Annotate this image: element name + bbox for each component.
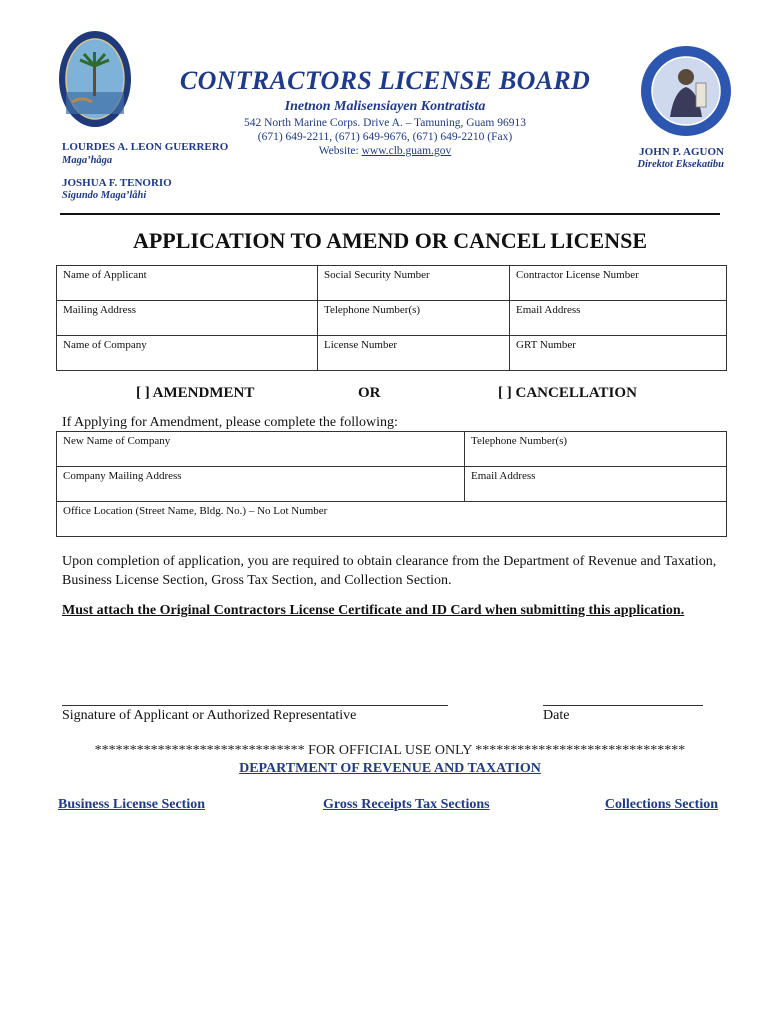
- header-divider: [60, 213, 720, 215]
- official-left-title: Maga’håga: [62, 155, 113, 166]
- date-line[interactable]: [543, 705, 703, 706]
- form-title: APPLICATION TO AMEND OR CANCEL LICENSE: [132, 228, 648, 253]
- official-left2-name: JOSHUA F. TENORIO: [62, 177, 172, 189]
- new-company-name-field[interactable]: New Name of Company: [57, 432, 465, 467]
- amendment-instruction: If Applying for Amendment, please complete the following:: [62, 415, 398, 430]
- official-right-name: JOHN P. AGUON: [639, 146, 724, 158]
- license-number-field[interactable]: License Number: [318, 336, 510, 371]
- name-of-applicant-field[interactable]: Name of Applicant: [57, 266, 318, 301]
- date-label: Date: [543, 708, 570, 723]
- telephone-number-field[interactable]: Telephone Number(s): [318, 301, 510, 336]
- clearance-paragraph: Upon completion of application, you are required to obtain clearance from the Department of Revenue and Taxation, Business License Section, Gross Tax Section, and Collection Section.: [62, 554, 717, 588]
- office-location-field[interactable]: Office Location (Street Name, Bldg. No.) – No Lot Number: [57, 502, 727, 537]
- board-subtitle: Inetnon Malisensiayen Kontratista: [284, 99, 486, 114]
- board-website: [200, 145, 570, 157]
- amendment-info-table: [56, 431, 727, 537]
- amendment-checkbox[interactable]: [ ] AMENDMENT: [136, 385, 255, 401]
- name-of-company-field[interactable]: Name of Company: [57, 336, 318, 371]
- new-email-field[interactable]: Email Address: [465, 467, 727, 502]
- guam-seal-icon: [58, 30, 132, 128]
- table-row: [57, 502, 727, 537]
- new-telephone-field[interactable]: Telephone Number(s): [465, 432, 727, 467]
- table-row: [57, 301, 727, 336]
- official-left-name: LOURDES A. LEON GUERRERO: [62, 141, 229, 153]
- attach-requirement: Must attach the Original Contractors License Certificate and ID Card when submitting this application.: [62, 603, 685, 618]
- social-security-number-field[interactable]: Social Security Number: [318, 266, 510, 301]
- or-label: OR: [358, 385, 381, 401]
- signature-line[interactable]: [62, 705, 448, 706]
- table-row: [57, 266, 727, 301]
- gross-receipts-tax-section: Gross Receipts Tax Sections: [323, 797, 490, 812]
- contractors-license-board-seal-icon: [640, 45, 732, 137]
- cancellation-checkbox[interactable]: [ ] CANCELLATION: [498, 385, 637, 401]
- board-phone-numbers: (671) 649-2211, (671) 649-9676, (671) 649-2210 (Fax): [257, 131, 513, 143]
- table-row: [57, 336, 727, 371]
- official-use-banner: ****************************** FOR OFFICIAL USE ONLY ******************************: [94, 743, 686, 758]
- table-row: [57, 467, 727, 502]
- collections-section: Collections Section: [604, 797, 718, 812]
- board-address: 542 North Marine Corps. Drive A. – Tamuning, Guam 96913: [244, 117, 526, 129]
- business-license-section: Business License Section: [58, 797, 206, 812]
- contractor-license-number-field[interactable]: Contractor License Number: [510, 266, 727, 301]
- website-link[interactable]: www.clb.guam.gov: [361, 145, 452, 157]
- email-address-field[interactable]: Email Address: [510, 301, 727, 336]
- applicant-info-table: [56, 265, 727, 371]
- company-mailing-address-field[interactable]: Company Mailing Address: [57, 467, 465, 502]
- table-row: [57, 432, 727, 467]
- grt-number-field[interactable]: GRT Number: [510, 336, 727, 371]
- board-title: CONTRACTORS LICENSE BOARD: [179, 66, 591, 95]
- official-right-title: Direktot Eksekatibu: [637, 159, 724, 170]
- department-heading: DEPARTMENT OF REVENUE AND TAXATION: [239, 761, 541, 776]
- signature-label: Signature of Applicant or Authorized Representative: [62, 708, 357, 723]
- mailing-address-field[interactable]: Mailing Address: [57, 301, 318, 336]
- website-label: Website:: [318, 145, 362, 157]
- official-left2-title: Sigundo Maga’låhi: [62, 190, 147, 201]
